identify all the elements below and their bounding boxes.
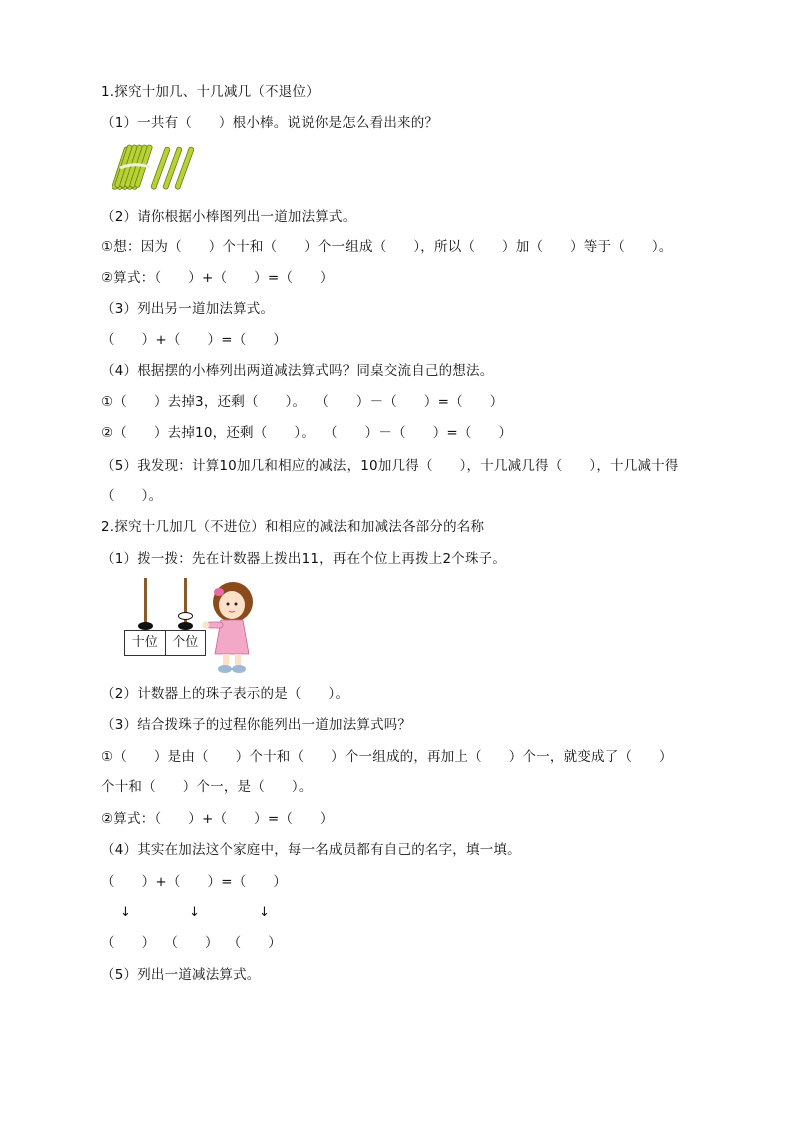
question-1-5: （5）我发现：计算10加几和相应的减法，10加几得（ ），十几减几得（ ），十几减十得: [101, 458, 679, 474]
section-2-title: 2.探究十几加几（不进位）和相应的减法和加减法各部分的名称: [101, 519, 485, 535]
formula-line-2: （ ）+（ ）=（ ）: [101, 332, 288, 348]
name-blanks-line: （ ） （ ） （ ）: [101, 935, 283, 951]
subtract-line-1: ①（ ）去掉3，还剩（ ）。 （ ）－（ ）=（ ）: [101, 394, 504, 410]
subtract-line-2: ②（ ）去掉10，还剩（ ）。 （ ）－（ ）=（ ）: [101, 425, 513, 441]
tens-bead: [138, 622, 153, 630]
question-1-3: （3）列出另一道加法算式。: [101, 301, 275, 317]
ones-label: 个位: [172, 635, 199, 650]
ones-bead-empty: [178, 612, 193, 620]
sticks-bundle-image: [112, 142, 202, 194]
formula-line-3: ②算式：（ ）+（ ）=（ ）: [101, 811, 334, 827]
compose-line-1: ①（ ）是由（ ）个十和（ ）个一组成的，再加上（ ）个一，就变成了（ ）: [101, 749, 673, 765]
formula-line-1: ②算式：（ ）+（ ）=（ ）: [101, 270, 334, 286]
question-2-3: （3）结合拨珠子的过程你能列出一道加法算式吗？: [101, 717, 412, 733]
section-1-title: 1.探究十加几、十几减几（不退位）: [101, 84, 320, 100]
girl-illustration: [199, 580, 259, 676]
compose-line-2: 个十和（ ）个一，是（ ）。: [101, 779, 313, 795]
question-2-2: （2）计数器上的珠子表示的是（ ）。: [101, 686, 350, 702]
think-line: ①想：因为（ ）个十和（ ）个一组成（ ），所以（ ）加（ ）等于（ ）。: [101, 239, 673, 255]
question-1-2: （2）请你根据小棒图列出一道加法算式。: [101, 209, 357, 225]
formula-line-4: （ ）+（ ）=（ ）: [101, 874, 288, 890]
place-value-box: [124, 630, 206, 656]
down-arrow-icon: ↓: [189, 905, 200, 920]
abacus-counter: [124, 578, 208, 658]
down-arrow-icon: ↓: [120, 905, 131, 920]
ones-bead: [178, 622, 193, 630]
question-1-5-cont: （ ）。: [101, 488, 163, 504]
question-1-4: （4）根据摆的小棒列出两道减法算式吗？同桌交流自己的想法。: [101, 363, 494, 379]
question-2-5: （5）列出一道减法算式。: [101, 967, 261, 983]
down-arrow-icon: ↓: [259, 905, 270, 920]
tens-label: 十位: [125, 631, 166, 655]
question-2-4: （4）其实在加法这个家庭中，每一名成员都有自己的名字，填一填。: [101, 842, 521, 858]
question-1-1: （1）一共有（ ）根小棒。说说你是怎么看出来的？: [101, 115, 439, 131]
question-2-1: （1）拨一拨：先在计数器上拨出11，再在个位上再拨上2个珠子。: [101, 551, 507, 567]
